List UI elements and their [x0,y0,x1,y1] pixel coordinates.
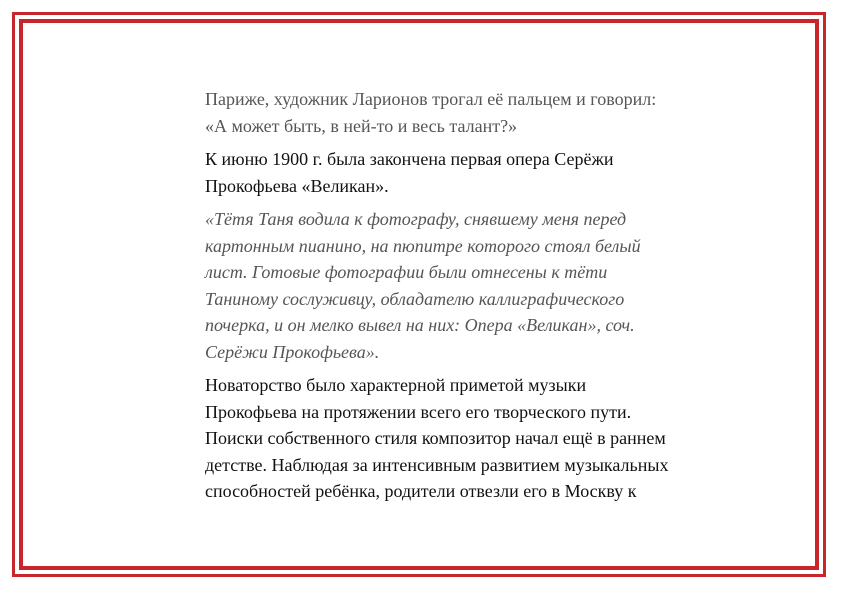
text-line: картонным пианино, на пюпитре которого стоял белый [205,235,641,256]
text-body [205,86,735,512]
text-line: способностей ребёнка, родители отвезли его в Москву к [205,481,637,501]
text-line: Прокофьева «Великан». [205,175,389,196]
paragraph-opera-giant [205,146,735,199]
paragraph-quote [205,206,735,365]
text-line: почерка, и он мелко вывел на них: Опера «Великан», соч. [205,315,635,335]
text-line: лист. Готовые фотографии были отнесены к тёти [205,262,608,282]
text-line: Поиски собственного стиля композитор начал ещё в раннем [205,428,666,448]
text-line: детстве. Наблюдая за интенсивным развитием музыкальных [205,454,669,475]
paragraph-innovation [205,372,735,505]
text-line: «А может быть, в ней-то и весь талант?» [205,115,518,136]
text-line: «Тётя Таня водила к фотографу, снявшему меня перед [205,209,627,229]
text-line: К июню 1900 г. была закончена первая опера Серёжи [205,149,614,169]
text-line: Прокофьева на протяжении всего его творческого пути. [205,401,632,422]
text-line: Париже, художник Ларионов трогал её пальцем и говорил: [205,89,657,109]
paragraph-larionov [205,86,735,139]
text-line: Новаторство было характерной приметой музыки [205,375,587,395]
text-line: Серёжи Прокофьева». [205,341,380,362]
text-line: Таниному сослуживцу, обладателю каллиграфического [205,288,625,309]
